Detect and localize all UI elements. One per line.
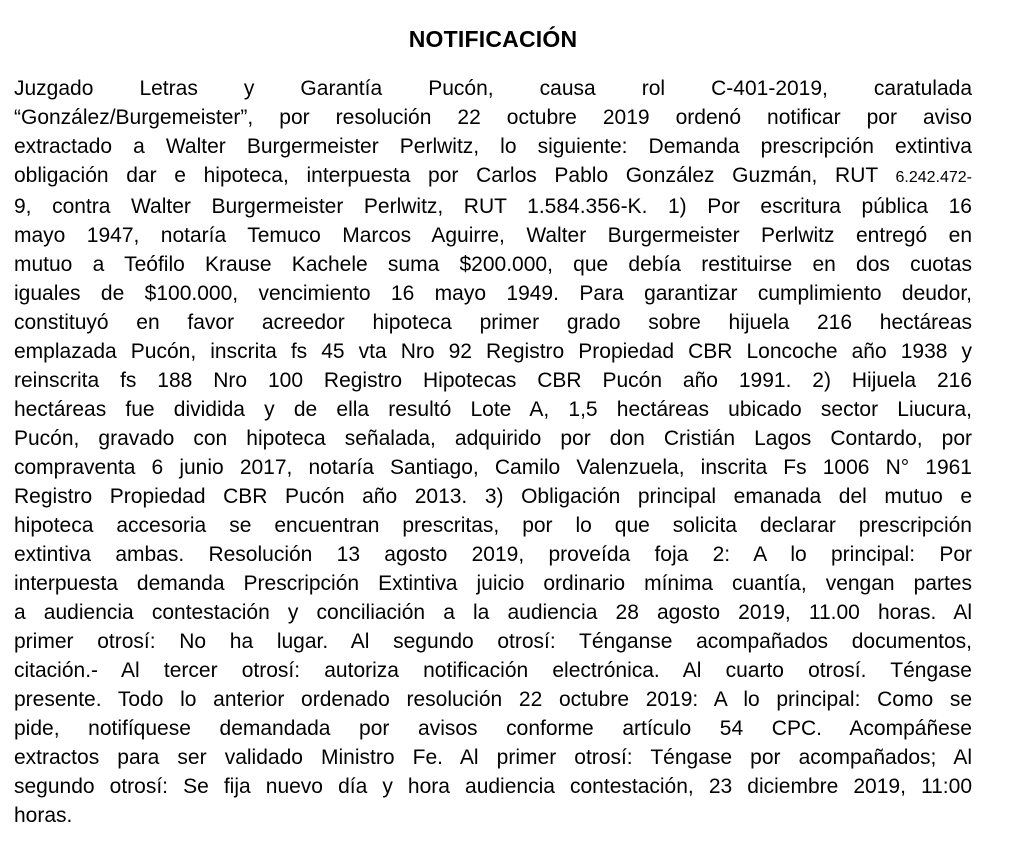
text-segment: extractado a Walter Burgermeister Perlwitz, lo siguiente: Demanda prescripción extintiva	[14, 135, 972, 158]
text-segment: mayo 1947, notaría Temuco Marcos Aguirre, Walter Burgermeister Perlwitz entregó en	[14, 224, 972, 247]
text-line	[14, 221, 972, 250]
text-segment: Registro Propiedad CBR Pucón año 2013. 3) Obligación principal emanada del mutuo e	[14, 485, 972, 508]
text-segment: “González/Burgemeister”, por resolución 22 octubre 2019 ordenó notificar por aviso	[14, 106, 972, 129]
text-segment: constituyó en favor acreedor hipoteca primer grado sobre hijuela 216 hectáreas	[14, 311, 972, 334]
text-line	[14, 482, 972, 511]
text-line	[14, 132, 972, 161]
text-line	[14, 453, 972, 482]
text-segment: extractos para ser validado Ministro Fe. Al primer otrosí: Téngase por acompañados; Al	[14, 746, 972, 769]
text-line	[14, 540, 972, 569]
text-segment: mutuo a Teófilo Krause Kachele suma $200.000, que debía restituirse en dos cuotas	[14, 253, 972, 276]
text-line	[14, 103, 972, 132]
text-segment: Pucón, gravado con hipoteca señalada, adquirido por don Cristián Lagos Contardo, por	[14, 427, 972, 450]
text-segment: primer otrosí: No ha lugar. Al segundo otrosí: Ténganse acompañados documentos,	[14, 630, 972, 653]
text-line	[14, 395, 972, 424]
text-line	[14, 598, 972, 627]
text-line	[14, 279, 972, 308]
text-segment: emplazada Pucón, inscrita fs 45 vta Nro 92 Registro Propiedad CBR Loncoche año 1938 y	[14, 340, 972, 363]
text-line	[14, 424, 972, 453]
text-segment: presente. Todo lo anterior ordenado resolución 22 octubre 2019: A lo principal: Como se	[14, 688, 972, 711]
text-line	[14, 308, 972, 337]
text-line	[14, 74, 972, 103]
text-line	[14, 366, 972, 395]
text-segment: interpuesta demanda Prescripción Extintiva juicio ordinario mínima cuantía, vengan partes	[14, 572, 972, 595]
text-segment: Juzgado Letras y Garantía Pucón, causa rol C-401-2019, caratulada	[14, 77, 972, 100]
text-segment: 6.242.472-	[895, 169, 972, 186]
notification-paragraph	[14, 74, 972, 830]
text-segment: iguales de $100.000, vencimiento 16 mayo 1949. Para garantizar cumplimiento deudor,	[14, 282, 972, 305]
text-line	[14, 685, 972, 714]
text-line	[14, 250, 972, 279]
text-segment: hipoteca accesoria se encuentran prescritas, por lo que solicita declarar prescripción	[14, 514, 972, 537]
text-segment: hectáreas fue dividida y de ella resultó Lote A, 1,5 hectáreas ubicado sector Liucura,	[14, 398, 972, 421]
text-line	[14, 801, 972, 830]
text-line	[14, 161, 972, 192]
text-line	[14, 714, 972, 743]
text-line	[14, 627, 972, 656]
page-title: NOTIFICACIÓN	[408, 26, 578, 52]
text-line	[14, 337, 972, 366]
text-line	[14, 743, 972, 772]
text-segment: segundo otrosí: Se fija nuevo día y hora audiencia contestación, 23 diciembre 2019, 11:00	[14, 775, 972, 798]
text-segment: pide, notifíquese demandada por avisos conforme artículo 54 CPC. Acompáñese	[14, 717, 972, 740]
text-segment: citación.- Al tercer otrosí: autoriza notificación electrónica. Al cuarto otrosí. Téngase	[14, 659, 972, 682]
text-line	[14, 192, 972, 221]
text-segment: a audiencia contestación y conciliación a la audiencia 28 agosto 2019, 11.00 horas. Al	[14, 601, 972, 624]
text-line	[14, 569, 972, 598]
text-segment: reinscrita fs 188 Nro 100 Registro Hipotecas CBR Pucón año 1991. 2) Hijuela 216	[14, 369, 972, 392]
text-line	[14, 772, 972, 801]
text-line	[14, 511, 972, 540]
text-segment: horas.	[14, 804, 73, 827]
text-segment: 9, contra Walter Burgermeister Perlwitz, RUT 1.584.356-K. 1) Por escritura pública 16	[14, 195, 972, 218]
text-segment: extintiva ambas. Resolución 13 agosto 2019, proveída foja 2: A lo principal: Por	[14, 543, 972, 566]
text-segment: compraventa 6 junio 2017, notaría Santiago, Camilo Valenzuela, inscrita Fs 1006 N° 1961	[14, 456, 972, 479]
text-segment: obligación dar e hipoteca, interpuesta por Carlos Pablo González Guzmán, RUT	[14, 164, 896, 187]
text-line	[14, 656, 972, 685]
